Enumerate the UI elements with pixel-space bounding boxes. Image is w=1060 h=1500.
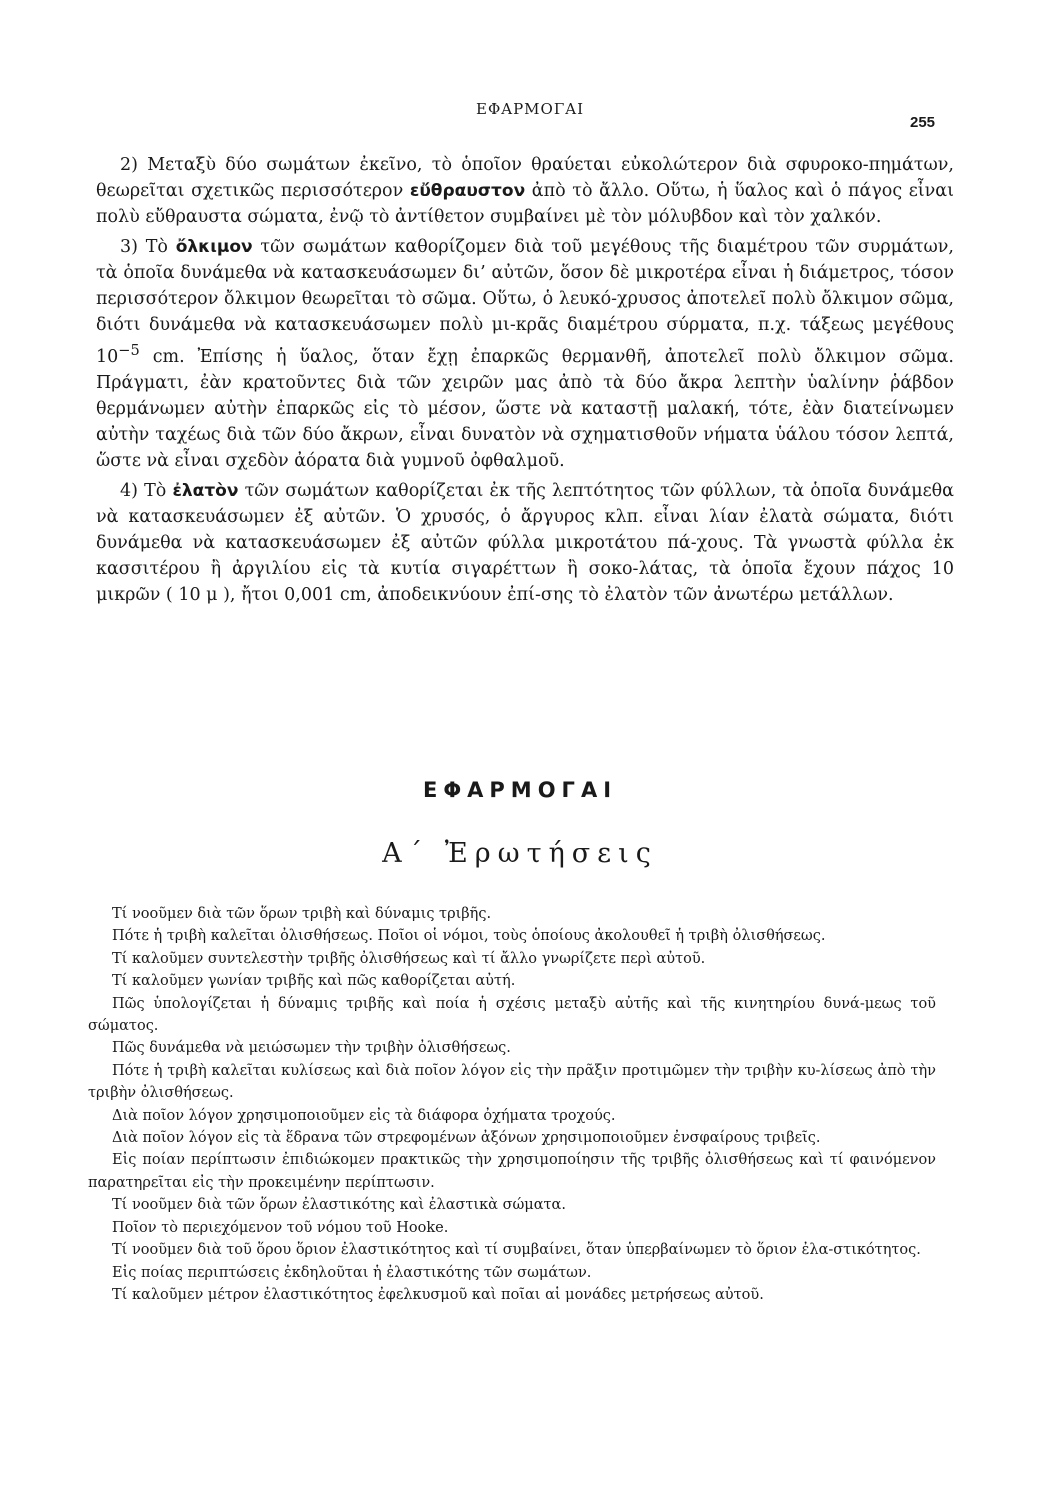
question-item: Τί καλοῦμεν γωνίαν τριβῆς καὶ πῶς καθορίζεται αὐτή. (112, 973, 516, 990)
term-ductile: ὄλκιμον (175, 237, 253, 257)
question-item: Τί καλοῦμεν συντελεστὴν τριβῆς ὀλισθήσεως καὶ τί ἄλλο γνωρίζετε περὶ αὐτοῦ. (112, 950, 706, 967)
running-title: ΕΦΑΡΜΟΓΑΙ (476, 100, 584, 118)
question-item: Τί νοοῦμεν διὰ τοῦ ὅρου ὅριον ἐλαστικότητος καὶ τί συμβαίνει, ὅταν ὑπερβαίνωμεν τὸ ὅριον ἐλα-στικότητος. (112, 1242, 921, 1259)
section-title: ΕΦΑΡΜΟΓΑΙ (422, 778, 618, 802)
question-item: Διὰ ποῖον λόγον εἰς τὰ ἕδρανα τῶν στρεφομένων ἀξόνων χρησιμοποιοῦμεν ἐνσφαίρους τριβεῖς. (112, 1130, 821, 1147)
question-item: Εἰς ποίας περιπτώσεις ἐκδηλοῦται ἡ ἐλαστικότης τῶν σωμάτων. (112, 1264, 592, 1281)
question-item: Τί καλοῦμεν μέτρον ἐλαστικότητος ἐφελκυσμοῦ καὶ ποῖαι αἱ μονάδες μετρήσεως αὐτοῦ. (112, 1286, 764, 1303)
paragraph-malleable: 4) Τὸ ἐλατὸν τῶν σωμάτων καθορίζεται ἐκ τῆς λεπτότητος τῶν φύλλων, τὰ ὁποῖα δυνάμεθα νὰ κατασκευάσωμεν ἐξ αὐτῶν. Ὁ χρυσός, ὁ ἄργυρος κλπ. εἶναι λίαν ἐλατὰ σώματα, διότι δυνάμεθα νὰ κατασκευάσωμεν ἐξ αὐτῶν φύλλα μικροτάτου πά-χους. Τὰ γνωστὰ φύλλα ἐκ κασσιτέρου ἢ ἀργιλίου εἰς τὰ κυτία σιγαρέττων ἢ σοκο-λάτας, τὰ ὁποῖα ἔχουν πάχος 10 μικρῶν ( 10 μ ), ἤτοι 0,001 cm, ἀποδεικνύουν ἐπί-σης τὸ ἐλατὸν τῶν ἀνωτέρω μετάλλων. (96, 480, 954, 605)
question-item: Διὰ ποῖον λόγον χρησιμοποιοῦμεν εἰς τὰ διάφορα ὀχήματα τροχούς. (112, 1107, 616, 1124)
paragraph-brittle: 2) Μεταξὺ δύο σωμάτων ἐκεῖνο, τὸ ὁποῖον θραύεται εὐκολώτερον διὰ σφυροκο-πημάτων, θεωρεῖται σχετικῶς περισσότερον εὔθραυστον ἀπὸ τὸ ἄλλο. Οὕτω, ἡ ὕαλος καὶ ὁ πάγος εἶναι πολὺ εὔθραυστα σώματα, ἐνῷ τὸ ἀντίθετον συμβαίνει μὲ τὸν μόλυβδον καὶ τὸν χαλκόν. (96, 155, 954, 227)
section-subtitle: Α΄ Ἐρωτήσεις (382, 838, 658, 869)
question-item: Πῶς ὑπολογίζεται ἡ δύναμις τριβῆς καὶ ποία ἡ σχέσις μεταξὺ αὐτῆς καὶ τῆς κινητηρίου δυνά-μεως τοῦ σώματος. (88, 995, 936, 1035)
question-item: Ποῖον τὸ περιεχόμενον τοῦ νόμου τοῦ Hooke. (112, 1219, 449, 1236)
exponent: −5 (118, 342, 140, 359)
question-item: Πότε ἡ τριβὴ καλεῖται ὀλισθήσεως. Ποῖοι οἱ νόμοι, τοὺς ὁποίους ἀκολουθεῖ ἡ τριβὴ ὀλισθήσεως. (112, 928, 826, 945)
paragraph-ductile: 3) Τὸ ὄλκιμον τῶν σωμάτων καθορίζομεν διὰ τοῦ μεγέθους τῆς διαμέτρου τῶν συρμάτων, τὰ ὁποῖα δυνάμεθα νὰ κατασκευάσωμεν δι’ αὐτῶν, ὅσον δὲ μικροτέρα εἶναι ἡ διάμετρος, τόσον περισσότερον ὄλκιμον θεωρεῖται τὸ σῶμα. Οὕτω, ὁ λευκό-χρυσος ἀποτελεῖ πολὺ ὄλκιμον σῶμα, διότι δυνάμεθα νὰ κατασκευάσωμεν πολὺ μι-κρᾶς διαμέτρου σύρματα, π.χ. τάξεως μεγέθους $10^{-5}$ cm. Ἐπίσης ἡ ὕαλος, ὅταν ἔχῃ ἐπαρκῶς θερμανθῆ, ἀποτελεῖ πολὺ ὄλκιμον σῶμα. Πράγματι, ἐὰν κρατοῦντες διὰ τῶν χειρῶν μας ἀπὸ τὰ δύο ἄκρα λεπτὴν ὑαλίνην ῥάβδον θερμάνωμεν αὐτὴν ἐπαρκῶς εἰς τὸ μέσον, ὥστε νὰ καταστῇ μαλακή, τότε, ἐὰν διατείνωμεν αὐτὴν ταχέως διὰ τῶν δύο ἄκρων, εἶναι δυνατὸν νὰ σχηματισθοῦν νήματα ὑάλου τόσον λεπτά, ὥστε νὰ εἶναι σχεδὸν ἀόρατα διὰ γυμνοῦ ὀφθαλμοῦ. (96, 237, 954, 471)
question-item: Τί νοοῦμεν διὰ τῶν ὅρων τριβὴ καὶ δύναμις τριβῆς. (112, 906, 492, 922)
questions-list (88, 903, 936, 1306)
term-malleable: ἐλατὸν (172, 480, 239, 501)
body-text (96, 152, 954, 608)
question-item: Εἰς ποίαν περίπτωσιν ἐπιδιώκομεν πρακτικῶς τὴν χρησιμοποίησιν τῆς τριβῆς ὀλισθήσεως καὶ τί φαινόμενον παρατηρεῖται εἰς τὴν προκειμένην περίπτωσιν. (88, 1152, 936, 1191)
page-number: 255 (910, 114, 936, 131)
question-item: Πότε ἡ τριβὴ καλεῖται κυλίσεως καὶ διὰ ποῖον λόγον εἰς τὴν πρᾶξιν προτιμῶμεν τὴν τριβὴν κυ-λίσεως ἀπὸ τὴν τριβὴν ὀλισθήσεως. (88, 1062, 936, 1102)
term-brittle: εὔθραυστον (409, 181, 526, 201)
question-item: Πῶς δυνάμεθα νὰ μειώσωμεν τὴν τριβὴν ὀλισθήσεως. (112, 1040, 511, 1057)
question-item: Τί νοοῦμεν διὰ τῶν ὅρων ἐλαστικότης καὶ ἐλαστικὰ σώματα. (112, 1197, 566, 1214)
